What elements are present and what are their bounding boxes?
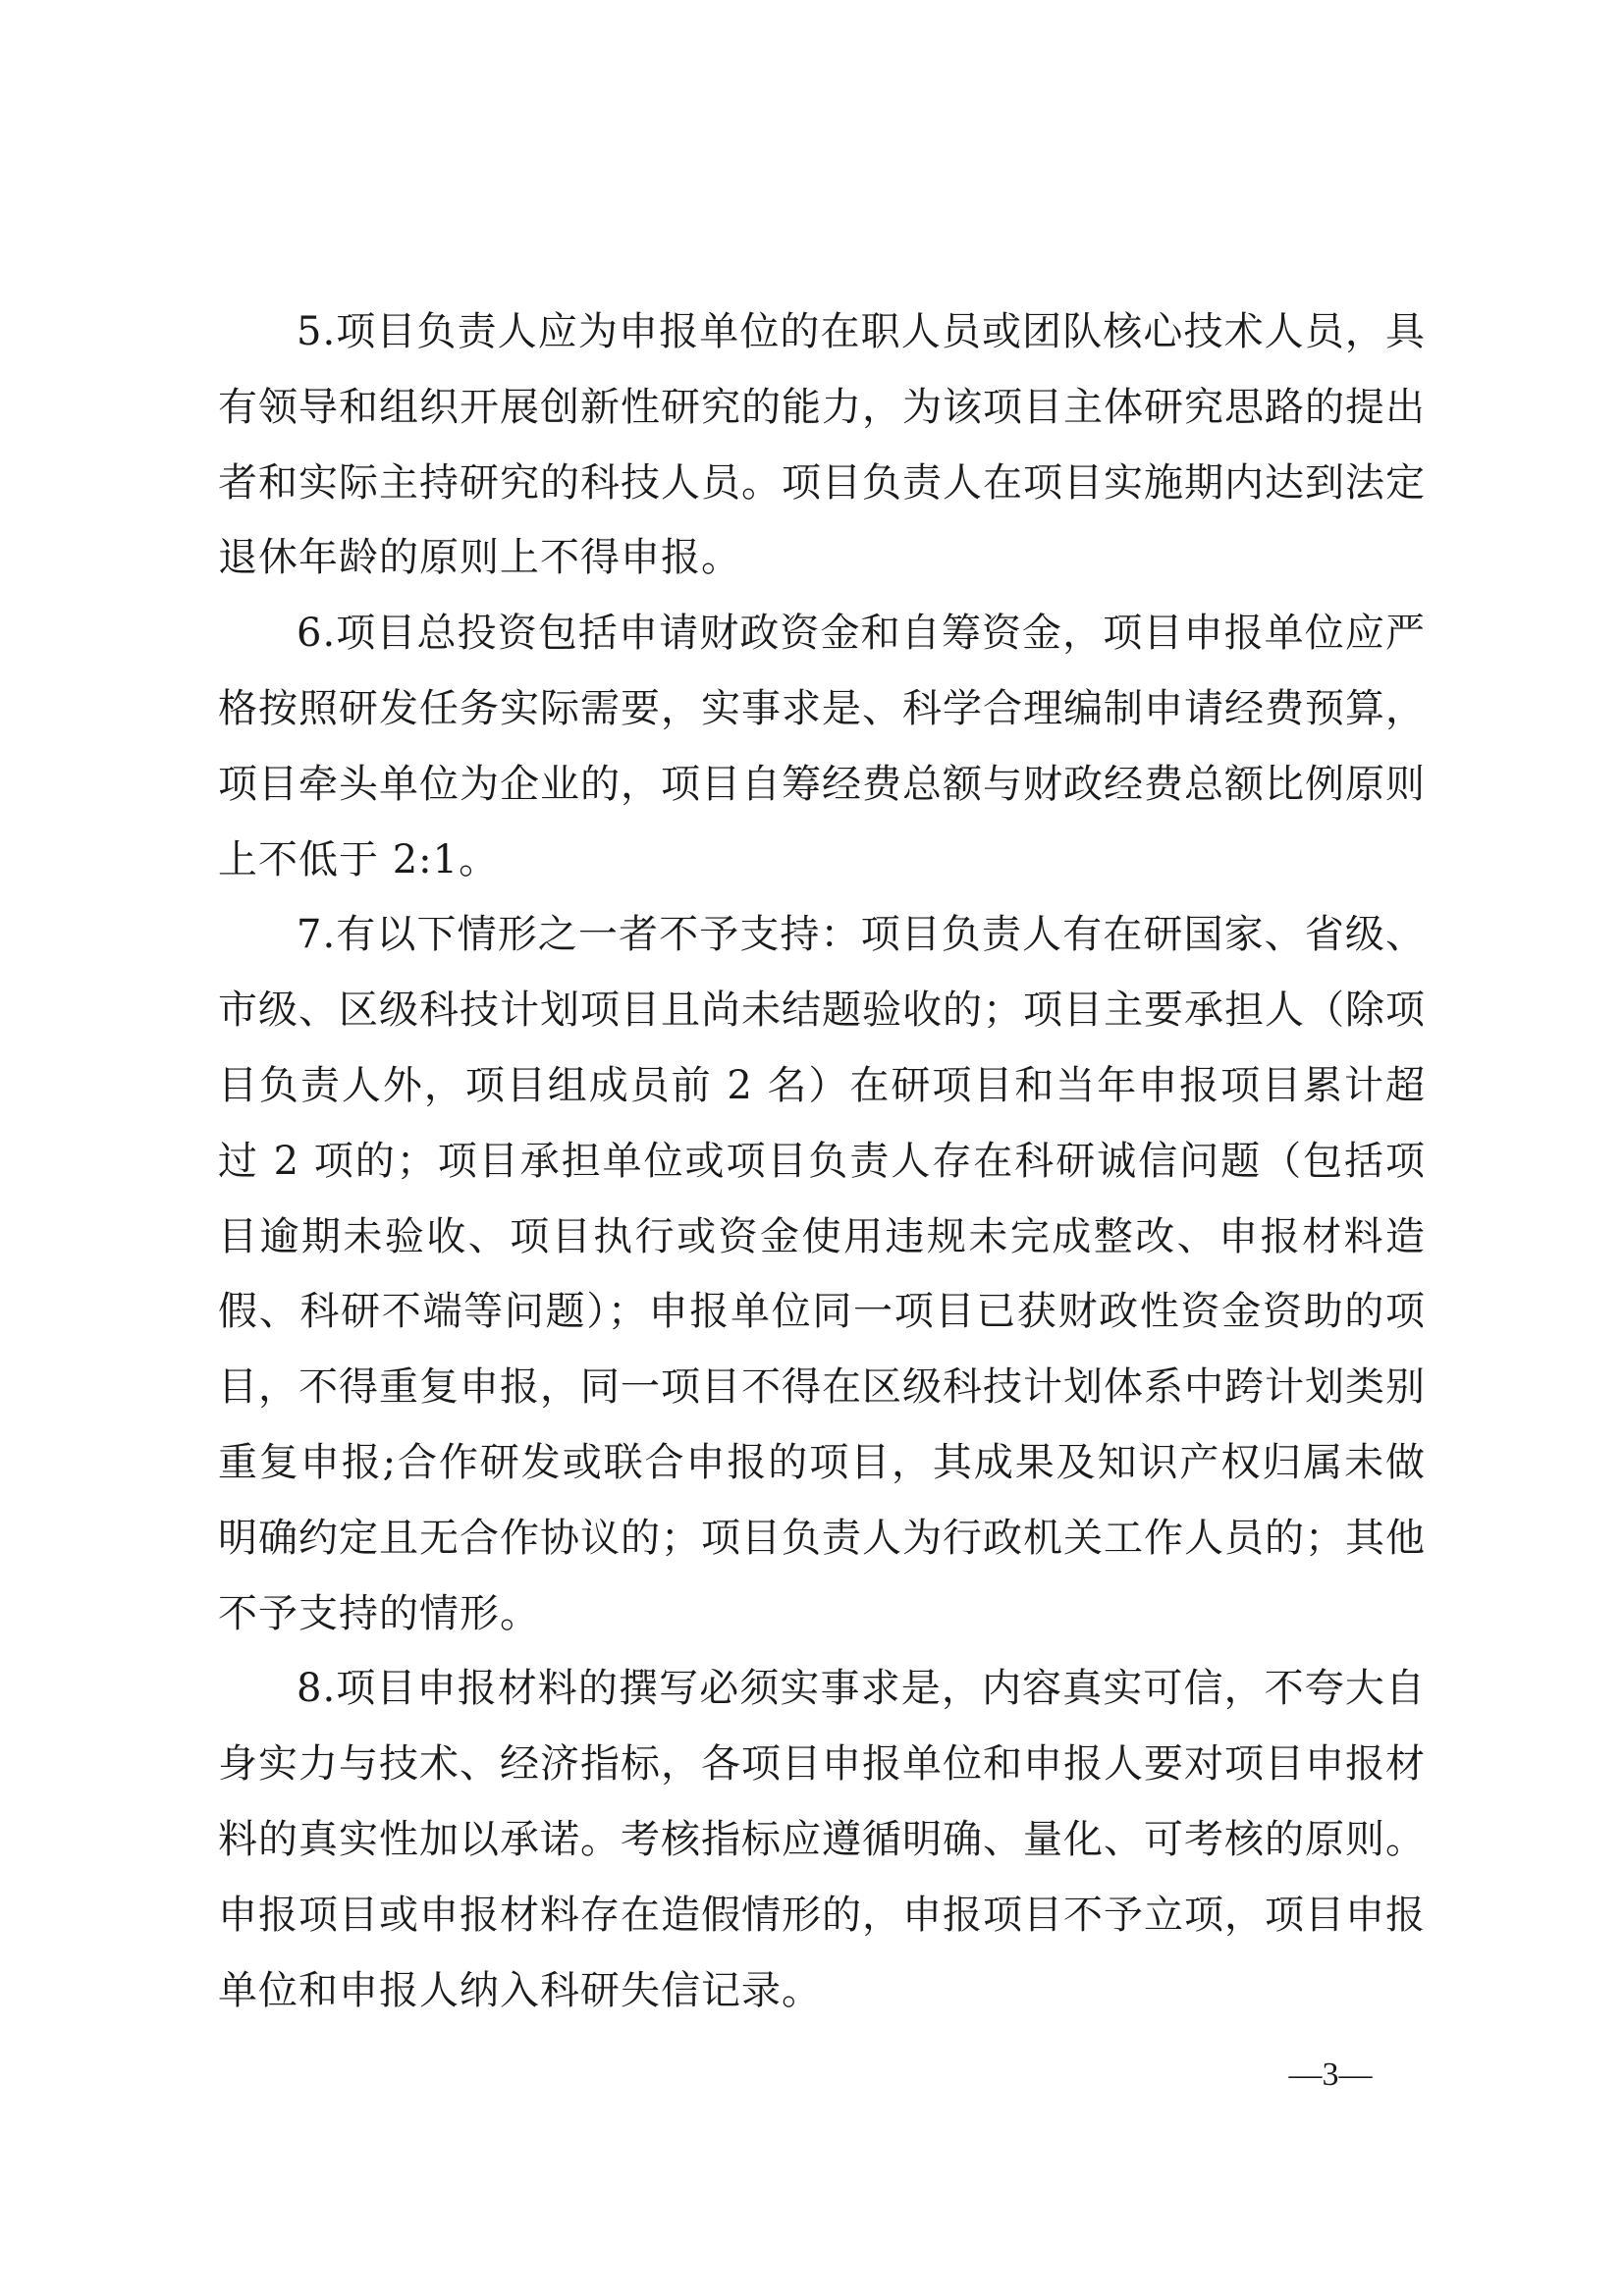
paragraph-item-8: 8.项目申报材料的撰写必须实事求是，内容真实可信，不夸大自身实力与技术、经济指标，各项目申报单位和申报人要对项目申报材料的真实性加以承诺。考核指标应遵循明确、量化、可考核的原则。申报项目或申报材料存在造假情形的，申报项目不予立项，项目申报单位和申报人纳入科研失信记录。 (218, 1666, 1426, 2013)
paragraph-item-7: 7.有以下情形之一者不予支持：项目负责人有在研国家、省级、市级、区级科技计划项目且尚未结题验收的；项目主要承担人（除项目负责人外，项目组成员前 2 名）在研项目和当年申报项目累计超过 2 项的；项目承担单位或项目负责人存在科研诚信问题（包括项目逾期未验收、项目执行或资金使用违规未完成整改、申报材料造假、科研不端等问题）；申报单位同一项目已获财政性资金资助的项目，不得重复申报，同一项目不得在区级科技计划体系中跨计划类别重复申报;合作研发或联合申报的项目，其成果及知识产权归属未做明确约定且无合作协议的；项目负责人为行政机关工作人员的；其他不予支持的情形。 (218, 912, 1426, 1636)
paragraph-item-6: 6.项目总投资包括申请财政资金和自筹资金，项目申报单位应严格按照研发任务实际需要，实事求是、科学合理编制申请经费预算，项目牵头单位为企业的，项目自筹经费总额与财政经费总额比例原则上不低于 2:1。 (218, 611, 1426, 882)
paragraph-item-5: 5.项目负责人应为申报单位的在职人员或团队核心技术人员，具有领导和组织开展创新性研究的能力，为该项目主体研究思路的提出者和实际主持研究的科技人员。项目负责人在项目实施期内达到法定退休年龄的原则上不得申报。 (218, 309, 1426, 581)
document-body (218, 294, 1426, 2028)
page-number: —3— (1288, 2056, 1373, 2093)
